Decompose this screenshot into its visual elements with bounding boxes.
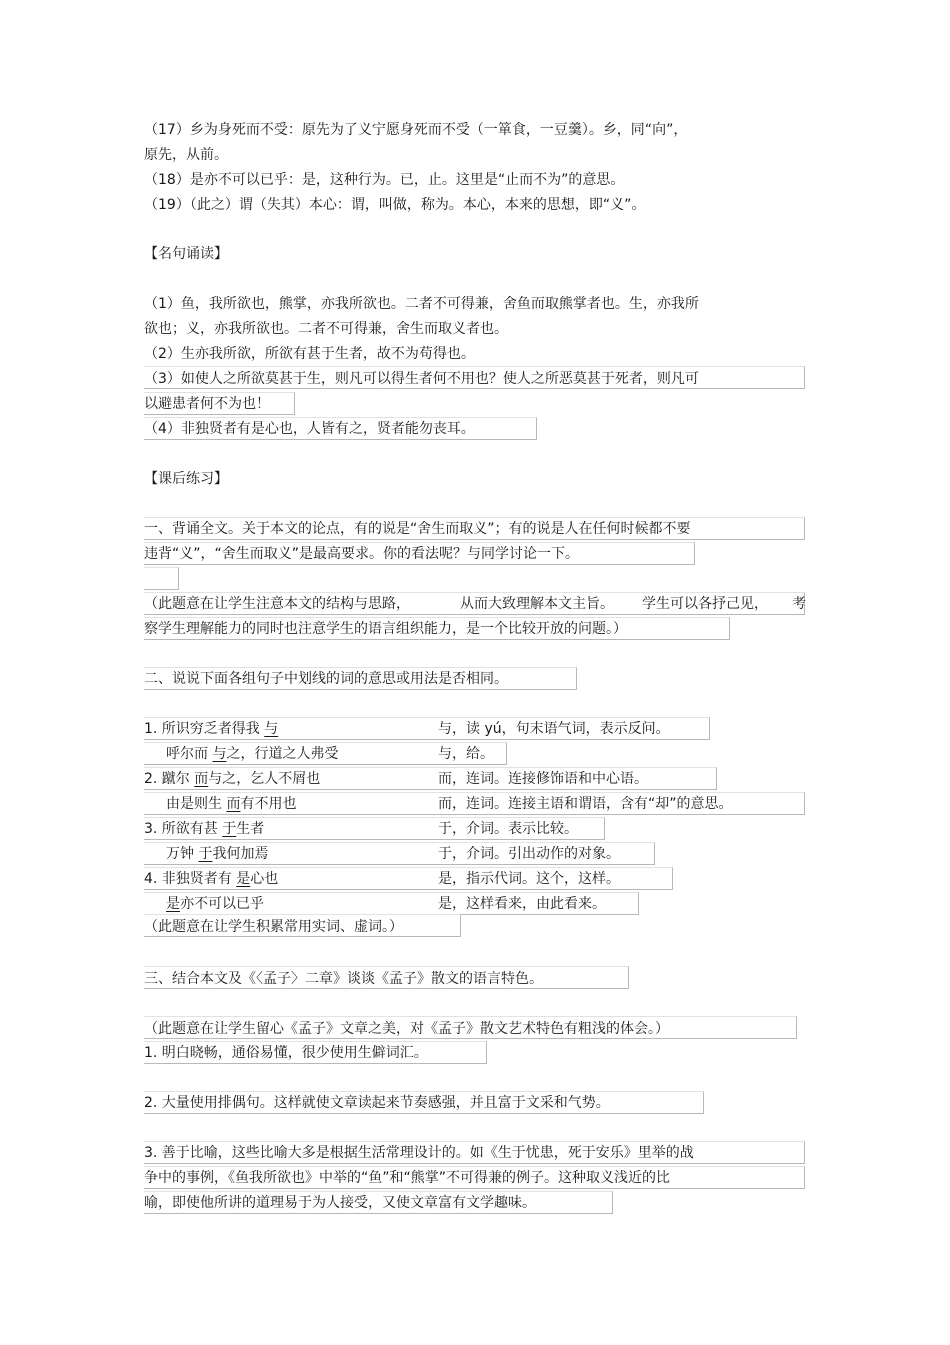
pair-answer: 与，给。 [438, 746, 494, 762]
pair-sentence [166, 795, 296, 813]
pair-sentence-post: 心也 [250, 871, 279, 887]
famous-1-line2: 欲也；义，亦我所欲也。二者不可得兼，舍生而取义者也。 [144, 321, 508, 337]
pair-sentence-pre: 1. 所识穷乏者得我 [144, 721, 265, 737]
answer-3-line2: 争中的事例，《鱼我所欲也》中举的“鱼”和“熊掌”不可得兼的例子。这种取义浅近的比 [144, 1170, 671, 1186]
note-17-line1: （17）乡为身死而不受：原先为了义宁愿身死而不受（一箪食，一豆羹）。乡，同“向”， [144, 122, 688, 138]
famous-3-line1: （3）如使人之所欲莫甚于生，则凡可以得生者何不用也？使人之所恶莫甚于死者，则凡可 [144, 371, 699, 387]
pair-sentence-pre: 由是则生 [166, 796, 227, 812]
underlined-word: 于 [222, 821, 237, 837]
famous-3-line2: 以避患者何不为也！ [144, 396, 270, 412]
answer-3-line1: 3. 善于比喻，这些比喻大多是根据生活常理设计的。如《生于忧患，死于安乐》里举的战 [144, 1145, 694, 1161]
question-2-note: （此题意在让学生积累常用实词、虚词。） [144, 919, 403, 935]
pair-sentence-post: 有不用也 [240, 796, 297, 812]
note-17-line2: 原先，从前。 [144, 147, 228, 163]
underlined-word: 于 [198, 846, 213, 862]
pair-sentence [144, 720, 278, 738]
question-1-line2: 违背“义”，“舍生而取义”是最高要求。你的看法呢？与同学讨论一下。 [144, 546, 580, 562]
underlined-word: 是 [166, 896, 180, 912]
answer-1: 1. 明白晓畅，通俗易懂，很少使用生僻词汇。 [144, 1045, 428, 1061]
pair-sentence [166, 845, 268, 863]
pair-sentence-post: 与之，乞人不屑也 [208, 771, 321, 787]
note-18: （18）是亦不可以已乎：是，这种行为。已，止。这里是“止而不为”的意思。 [144, 172, 625, 188]
underlined-word: 与 [212, 746, 227, 762]
pair-sentence-post: 亦不可以已乎 [180, 896, 264, 912]
pair-answer: 于，介词。引出动作的对象。 [438, 846, 620, 862]
pair-sentence-post: 之，行道之人弗受 [226, 746, 339, 762]
answer-2: 2. 大量使用排偶句。这样就使文章读起来节奏感强，并且富于文采和气势。 [144, 1095, 610, 1111]
question-3: 三、结合本文及《〈孟子〉二章》谈谈《孟子》散文的语言特色。 [144, 971, 543, 987]
underlined-word: 而 [194, 771, 209, 787]
pair-sentence-post: 生者 [236, 821, 265, 837]
question-3-note: （此题意在让学生留心《孟子》文章之美，对《孟子》散文艺术特色有粗浅的体会。） [144, 1021, 669, 1037]
frame [144, 567, 179, 590]
underlined-word: 是 [236, 871, 251, 887]
famous-heading: 【名句诵读】 [144, 246, 228, 262]
pair-answer: 而，连词。连接修饰语和中心语。 [438, 771, 648, 787]
pair-sentence-post: 我何加焉 [212, 846, 269, 862]
underlined-word: 与 [264, 721, 279, 737]
pair-answer: 而，连词。连接主语和谓语，含有“却”的意思。 [438, 796, 733, 812]
exercises-heading: 【课后练习】 [144, 471, 228, 487]
pair-sentence [166, 745, 338, 763]
famous-1-line1: （1）鱼，我所欲也，熊掌，亦我所欲也。二者不可得兼，舍鱼而取熊掌者也。生，亦我所 [144, 296, 699, 312]
question-1-note-a: （此题意在让学生注意本文的结构与思路， [144, 596, 410, 612]
answer-3-line3: 喻，即使他所讲的道理易于为人接受，又使文章富有文学趣味。 [144, 1195, 536, 1211]
pair-sentence-pre: 4. 非独贤者有 [144, 871, 237, 887]
question-2: 二、说说下面各组句子中划线的词的意思或用法是否相同。 [144, 671, 508, 687]
pair-sentence-pre: 3. 所欲有甚 [144, 821, 223, 837]
question-1-note-line2: 察学生理解能力的同时也注意学生的语言组织能力，是一个比较开放的问题。） [144, 621, 627, 637]
pair-sentence [166, 895, 264, 913]
pair-answer: 是，这样看来，由此看来。 [438, 896, 606, 912]
underlined-word: 而 [226, 796, 241, 812]
question-1-note-d: 考 [792, 596, 806, 612]
note-19: （19）（此之）谓（失其）本心：谓，叫做，称为。本心，本来的思想，即“义”。 [144, 197, 646, 213]
pair-sentence [144, 870, 278, 888]
famous-2: （2）生亦我所欲，所欲有甚于生者，故不为苟得也。 [144, 346, 475, 362]
pair-answer: 与，读 yú，句末语气词，表示反问。 [438, 721, 670, 737]
question-1-line1: 一、背诵全文。关于本文的论点，有的说是“舍生而取义”；有的说是人在任何时候都不要 [144, 521, 691, 537]
pair-answer: 于，介词。表示比较。 [438, 821, 578, 837]
pair-sentence-pre: 2. 蹴尔 [144, 771, 195, 787]
pair-sentence [144, 770, 320, 788]
pair-answer: 是，指示代词。这个，这样。 [438, 871, 620, 887]
pair-sentence-pre: 呼尔而 [166, 746, 213, 762]
famous-4: （4）非独贤者有是心也，人皆有之，贤者能勿丧耳。 [144, 421, 475, 437]
question-1-note-c: 学生可以各抒己见， [642, 596, 768, 612]
question-1-note-b: 从而大致理解本文主旨。 [460, 596, 614, 612]
pair-sentence-pre: 万钟 [166, 846, 199, 862]
pair-sentence [144, 820, 264, 838]
